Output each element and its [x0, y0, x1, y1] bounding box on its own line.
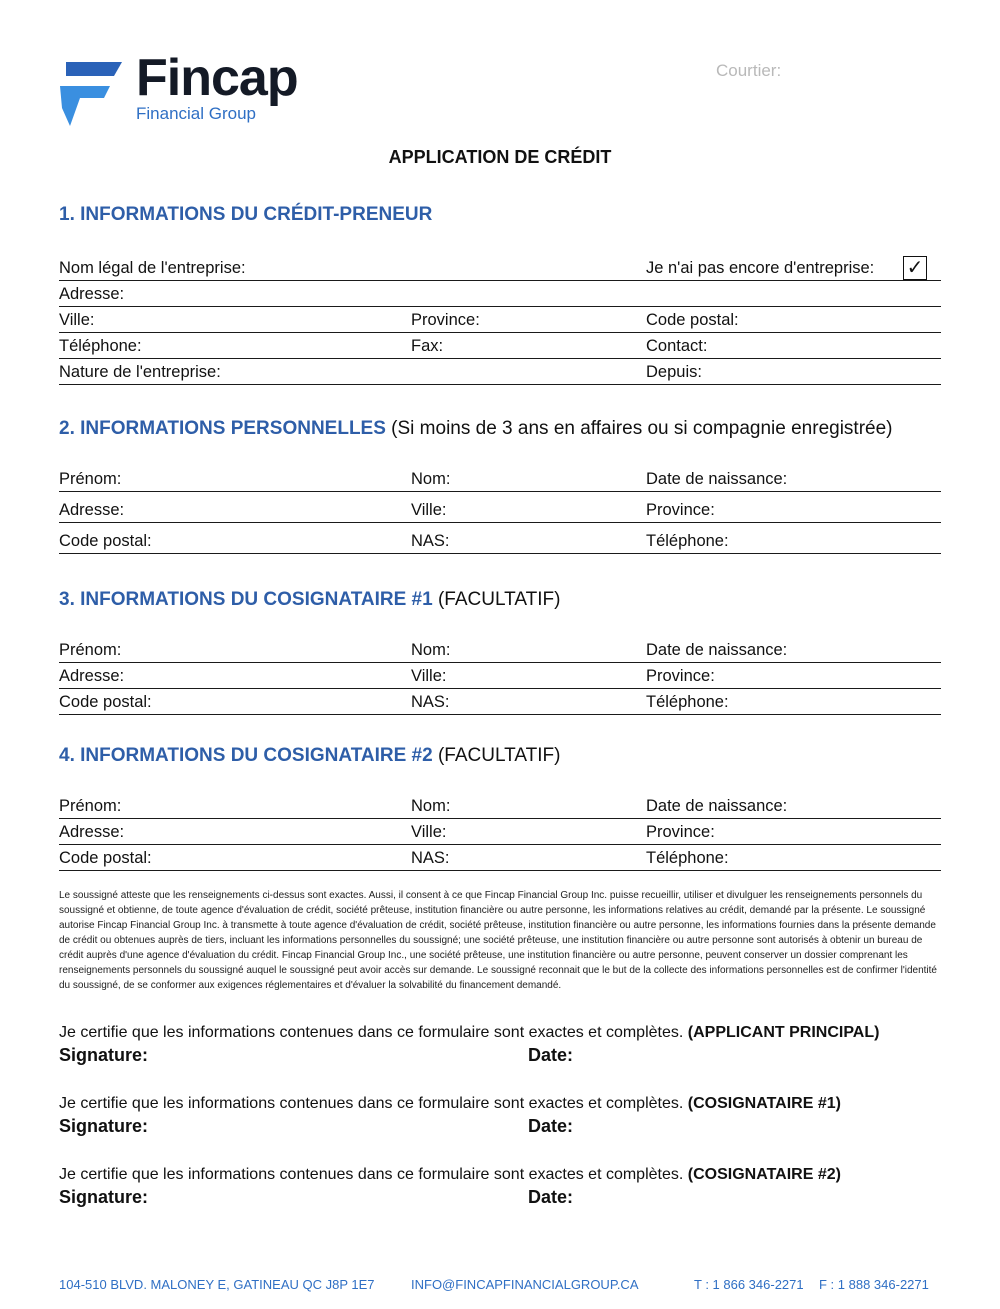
field-label: Téléphone: — [59, 337, 142, 355]
form-row[interactable] — [59, 308, 941, 333]
field-label: Code postal: — [646, 311, 739, 329]
form-row[interactable] — [59, 529, 941, 554]
logo-wordmark: Fincap — [136, 49, 298, 107]
form-row[interactable] — [59, 846, 941, 871]
section-3-title: 3. INFORMATIONS DU COSIGNATAIRE #1 — [59, 589, 433, 610]
consent-paragraph: Le soussigné atteste que les renseignements ci-dessus sont exactes. Aussi, il consent à ce que Fincap Financial Group Inc. puisse recueillir, utiliser et divulguer les renseignements personnels du soussigné et obtienne, de toute agence d'évaluation de crédit, société prêteuse, institution financière ou autre personne, les informations relatives au crédit, demandé par la présente. Le soussigné autorise Fincap Financial Group Inc. à transmette à toute agence d'évaluation de crédit, société prêteuse, institution financière ou autre personne, les informations fournies dans la présente demande de crédit ou obtenues auprès de tiers, incluant les informations personnelles du soussigné; une société prêteuse, une institution financière ou autre personne sont autorisés à obtenir un bureau de crédit auprès d'une agence d'évaluation du crédit. Fincap Financial Group Inc., une société prêteuse, une institution financière ou autre personne, peuvent conserver un dossier comprenant les renseignements personnels du soussigné auquel le soussigné peut avoir accès sur demande. Le soussigné reconnait que le but de la collecte des informations personnelles est de confirmer l'identité du soussigné, de se conformer aux exigences réglementaires et d'évaluer la solvabilité du financement demandé. — [59, 890, 937, 991]
field-label: Province: — [646, 823, 715, 841]
logo-tagline: Financial Group — [136, 104, 257, 123]
courtier-label: Courtier: — [716, 61, 782, 80]
footer-phone: T : 1 866 346-2271 — [694, 1277, 804, 1292]
form-row[interactable] — [59, 690, 941, 715]
field-label: Nom légal de l'entreprise: — [59, 259, 246, 277]
certification-text: Je certifie que les informations contenues dans ce formulaire sont exactes et complètes. — [59, 1166, 688, 1183]
form-row[interactable] — [59, 794, 941, 819]
section-2-title: 2. INFORMATIONS PERSONNELLES — [59, 418, 386, 439]
certification-text: Je certifie que les informations contenues dans ce formulaire sont exactes et complètes. — [59, 1095, 688, 1112]
field-label: Date de naissance: — [646, 797, 788, 815]
field-label: Je n'ai pas encore d'entreprise: — [646, 259, 875, 277]
field-label: Téléphone: — [646, 532, 729, 550]
form-row[interactable] — [59, 664, 941, 689]
date-field[interactable]: Date: — [528, 1116, 574, 1136]
no-business-checkbox[interactable]: ✓ — [903, 256, 927, 280]
form-row[interactable] — [59, 334, 941, 359]
form-row[interactable] — [59, 638, 941, 663]
field-label: Nom: — [411, 641, 451, 659]
field-label: Province: — [646, 667, 715, 685]
field-label: NAS: — [411, 693, 450, 711]
footer-fax: F : 1 888 346-2271 — [819, 1277, 929, 1292]
section-1-heading — [59, 204, 432, 226]
field-label: Adresse: — [59, 823, 125, 841]
field-label: Province: — [411, 311, 480, 329]
certification-text: Je certifie que les informations contenues dans ce formulaire sont exactes et complètes. — [59, 1024, 688, 1041]
field-label: Téléphone: — [646, 849, 729, 867]
form-row[interactable] — [59, 360, 941, 385]
date-field[interactable]: Date: — [528, 1045, 574, 1065]
field-label: Prénom: — [59, 470, 122, 488]
field-label: Code postal: — [59, 693, 152, 711]
field-label: Adresse: — [59, 667, 125, 685]
form-row[interactable] — [59, 498, 941, 523]
field-label: Ville: — [59, 311, 95, 329]
form-row[interactable] — [59, 256, 941, 281]
field-label: Nom: — [411, 797, 451, 815]
certification-role: (COSIGNATAIRE #2) — [687, 1166, 841, 1183]
field-label: Province: — [646, 501, 715, 519]
signature-field[interactable]: Signature: — [59, 1116, 149, 1136]
field-label: Ville: — [411, 501, 447, 519]
certification-role: (APPLICANT PRINCIPAL) — [687, 1024, 880, 1041]
footer-address: 104-510 BLVD. MALONEY E, GATINEAU QC J8P 1E7 — [59, 1277, 375, 1292]
field-label: Ville: — [411, 823, 447, 841]
section-1-title: 1. INFORMATIONS DU CRÉDIT-PRENEUR — [59, 204, 433, 225]
footer-email[interactable]: INFO@FINCAPFINANCIALGROUP.CA — [411, 1277, 639, 1292]
section-3-note: (FACULTATIF) — [432, 589, 561, 610]
field-label: Nom: — [411, 470, 451, 488]
section-4-heading — [59, 745, 560, 767]
field-label: Prénom: — [59, 797, 122, 815]
date-field[interactable]: Date: — [528, 1187, 574, 1207]
form-row[interactable] — [59, 820, 941, 845]
certification-role: (COSIGNATAIRE #1) — [687, 1095, 841, 1112]
field-label: NAS: — [411, 849, 450, 867]
field-label: Code postal: — [59, 532, 152, 550]
field-label: Téléphone: — [646, 693, 729, 711]
section-2-note: (Si moins de 3 ans en affaires ou si compagnie enregistrée) — [385, 418, 893, 439]
signature-field[interactable]: Signature: — [59, 1187, 149, 1207]
form-row[interactable] — [59, 467, 941, 492]
field-label: Adresse: — [59, 285, 125, 303]
field-label: Date de naissance: — [646, 470, 788, 488]
signature-field[interactable]: Signature: — [59, 1045, 149, 1065]
field-label: Prénom: — [59, 641, 122, 659]
field-label: Depuis: — [646, 363, 702, 381]
company-logo — [58, 49, 318, 130]
field-label: Contact: — [646, 337, 708, 355]
fincap-logo-icon — [58, 58, 126, 126]
field-label: Nature de l'entreprise: — [59, 363, 221, 381]
section-3-heading — [59, 589, 560, 611]
certification-statement — [59, 1024, 879, 1042]
field-label: Date de naissance: — [646, 641, 788, 659]
field-label: NAS: — [411, 532, 450, 550]
field-label: Adresse: — [59, 501, 125, 519]
field-label: Ville: — [411, 667, 447, 685]
page-title: APPLICATION DE CRÉDIT — [388, 147, 612, 167]
field-label: Code postal: — [59, 849, 152, 867]
certification-statement — [59, 1095, 841, 1113]
field-label: Fax: — [411, 337, 444, 355]
section-4-title: 4. INFORMATIONS DU COSIGNATAIRE #2 — [59, 745, 433, 766]
certification-statement — [59, 1166, 841, 1184]
form-row[interactable] — [59, 282, 941, 307]
section-2-heading — [59, 418, 893, 440]
section-4-note: (FACULTATIF) — [432, 745, 561, 766]
